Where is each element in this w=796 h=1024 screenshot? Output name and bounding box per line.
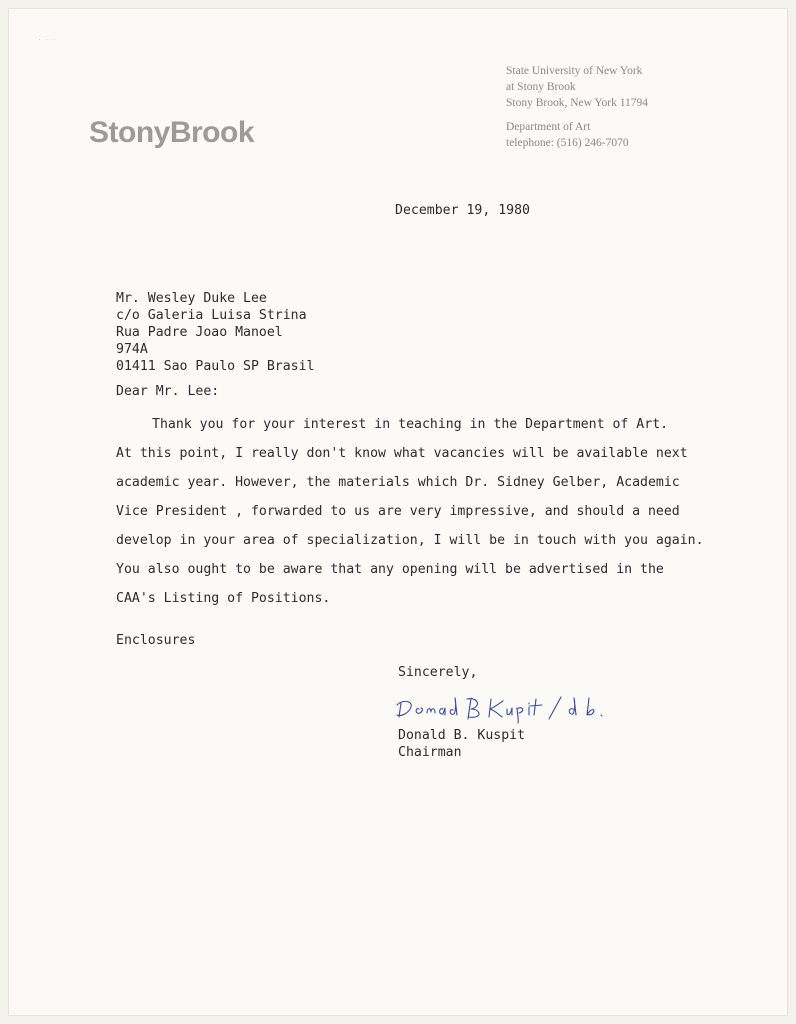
body-line: develop in your area of specialization, I will be in touch with you again.: [116, 533, 704, 548]
recipient-line: Mr. Wesley Duke Lee: [116, 291, 267, 306]
address-line: State University of New York: [506, 65, 643, 77]
body-line: You also ought to be aware that any opening will be advertised in the: [116, 562, 664, 577]
signer-title: Chairman: [398, 745, 462, 760]
handwritten-signature: [393, 693, 608, 725]
recipient-line: Rua Padre Joao Manoel: [116, 325, 283, 340]
letter-date: December 19, 1980: [395, 203, 530, 218]
recipient-line: 01411 Sao Paulo SP Brasil: [116, 359, 315, 374]
university-logo: StonyBrook: [89, 116, 255, 149]
body-line: CAA's Listing of Positions.: [116, 591, 331, 606]
recipient-line: c/o Galeria Luisa Strina: [116, 308, 307, 323]
letterhead-department: [506, 119, 629, 151]
address-line: at Stony Brook: [506, 81, 576, 93]
body-line: Thank you for your interest in teaching in the Department of Art.: [152, 417, 669, 432]
recipient-line: 974A: [116, 342, 148, 357]
corner-mark: · · ·: [38, 34, 57, 44]
body-line: academic year. However, the materials which Dr. Sidney Gelber, Academic: [116, 475, 680, 490]
closing: Sincerely,: [398, 665, 478, 680]
signer-block: [398, 727, 525, 761]
body-line: At this point, I really don't know what vacancies will be available next: [116, 446, 688, 461]
address-line: Stony Brook, New York 11794: [506, 97, 649, 109]
telephone-line: telephone: (516) 246-7070: [506, 137, 629, 149]
department-line: Department of Art: [506, 121, 591, 133]
salutation: Dear Mr. Lee:: [116, 384, 220, 399]
recipient-address: [116, 290, 315, 375]
letterhead-address: [506, 63, 648, 111]
letter-body: [116, 410, 704, 613]
signer-name: Donald B. Kuspit: [398, 728, 526, 743]
enclosures-note: Enclosures: [116, 633, 196, 648]
body-line: Vice President , forwarded to us are very impressive, and should a need: [116, 504, 680, 519]
